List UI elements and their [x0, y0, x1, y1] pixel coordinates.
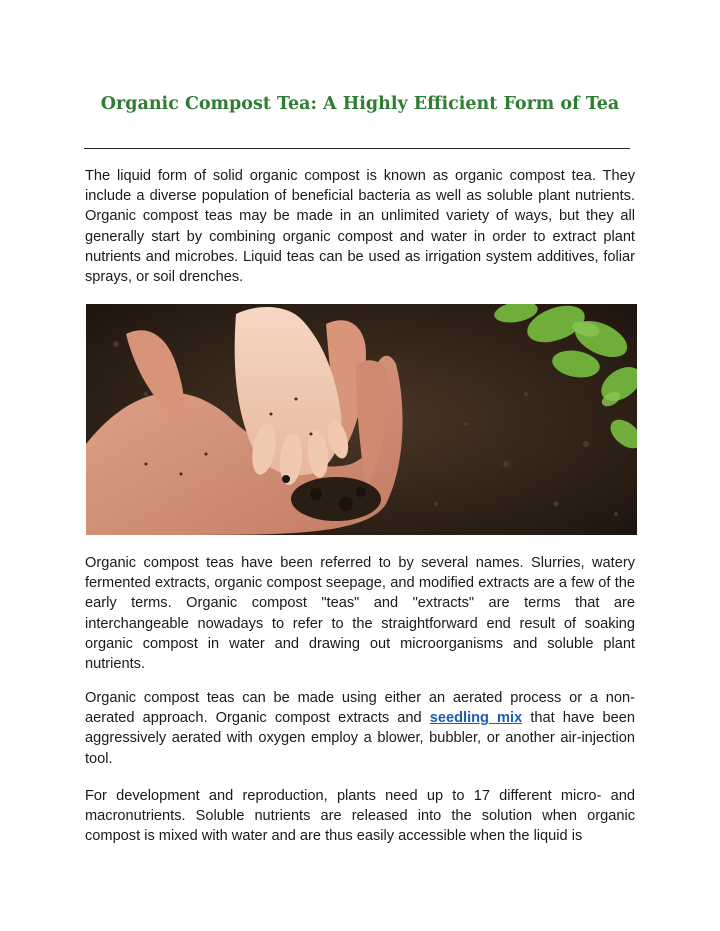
document-title: Organic Compost Tea: A Highly Efficient Form of Tea — [100, 94, 620, 114]
seedling-mix-link[interactable]: seedling mix — [429, 710, 523, 727]
paragraph-aeration-lead: Organic compost teas can be made using either an aerated process or a non-aerated approach. Organic compost extracts and — [85, 690, 635, 727]
paragraph-intro: The liquid form of solid organic compost is known as organic compost tea. They include a diverse population of beneficial bacteria as well as soluble plant nutrients. Organic compost teas may be made in an unlimited variety of ways, but they all generally start by combining organic compost and water in order to extract plant nutrients and microbes. Liquid teas can be used as irrigation system additives, foliar sprays, or soil drenches. — [85, 168, 635, 286]
paragraph-names: Organic compost teas have been referred to by several names. Slurries, watery fermented extracts, organic compost seepage, and modified extracts are a few of the early terms. Organic compost "teas" and "extracts" are terms that are interchangeable nowadays to refer to the straightforward end result of soaking organic compost in water and drawing out microorganisms and soluble plant nutrients. — [85, 555, 635, 673]
paragraph-aeration-tail: that have been aggressively aerated with oxygen employ a blower, bubbler, or another air-injection tool. — [85, 710, 635, 767]
title-divider — [84, 148, 630, 149]
paragraph-nutrients: For development and reproduction, plants need up to 17 different micro- and macronutrients. Soluble nutrients are released into the solution when organic compost is mixed with water and are thus easily accessible when the liquid is — [85, 788, 635, 845]
hands-holding-soil-image — [86, 304, 637, 535]
paragraph-aeration — [85, 688, 635, 769]
